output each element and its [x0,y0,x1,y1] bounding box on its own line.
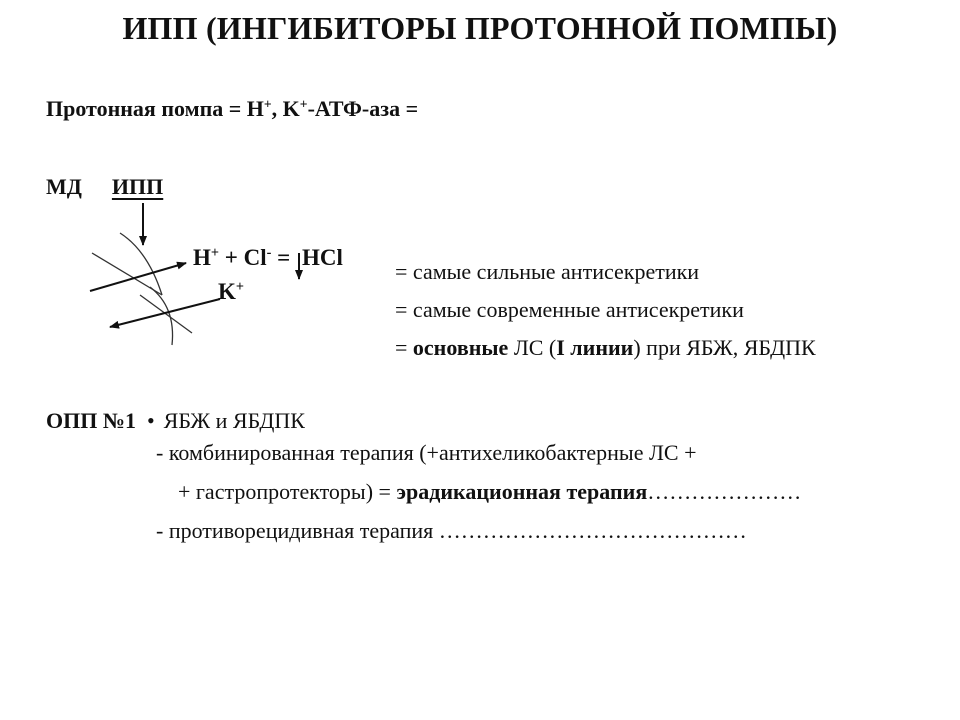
pump-k-charge: + [299,96,308,112]
plus-sign: + [224,245,238,270]
effect-item: = самые современные антисекретики [395,297,744,322]
opp-label: ОПП №1 [46,408,136,433]
hcl-product: HCl [301,245,343,270]
therapy-antirelapse: - противорецидивная терапия …………………………………… [156,518,747,543]
effect-item: = самые сильные антисекретики [395,259,700,284]
effect-first-line-bold: I линии [556,335,634,360]
bullet-icon: • [146,408,155,433]
pump-h-charge: + [263,96,272,112]
effect-main-bold: основные [412,335,509,360]
dots-leader: ………………… [647,479,802,504]
proton-pump-definition [46,96,418,122]
opp-text: ЯБЖ и ЯБДПК [163,408,305,433]
ion-equation [193,245,343,271]
proton-pump-diagram [80,195,380,355]
effects-list [395,253,816,367]
cl-ion-charge: - [266,245,272,262]
effect-indication: ) при ЯБЖ, ЯБДПК [633,335,816,360]
ipp-label: ИПП [111,174,164,199]
h-ion: H [193,245,211,270]
effect-item-main [395,329,816,367]
therapy-eradication [178,479,801,505]
md-label: МД [46,174,82,199]
pump-suffix: -АТФ-аза = [307,96,419,121]
effect-prefix: = [395,335,413,360]
membrane-line-lower [140,295,192,333]
therapy-combined: - комбинированная терапия (+антихеликобактерные ЛС + [156,440,697,465]
slide-title: ИПП (ИНГИБИТОРЫ ПРОТОННОЙ ПОМПЫ) [122,10,838,46]
therapy-gastroprotectors: + гастропротекторы) = [178,479,397,504]
k-ion-charge: + [235,279,245,296]
membrane-curve-upper [120,233,162,295]
opp-row [46,402,305,440]
k-ion: K [218,279,236,304]
cl-ion: Cl [243,245,267,270]
k-ion-label [218,279,244,305]
pump-mid: , K [271,96,300,121]
equals-sign: = [277,245,291,270]
h-ion-charge: + [210,245,220,262]
effect-mid: ЛС ( [508,335,557,360]
pump-prefix: Протонная помпа = H [46,96,264,121]
eradication-therapy-label: эрадикационная терапия [396,479,648,504]
h-out-arrow [90,263,186,291]
